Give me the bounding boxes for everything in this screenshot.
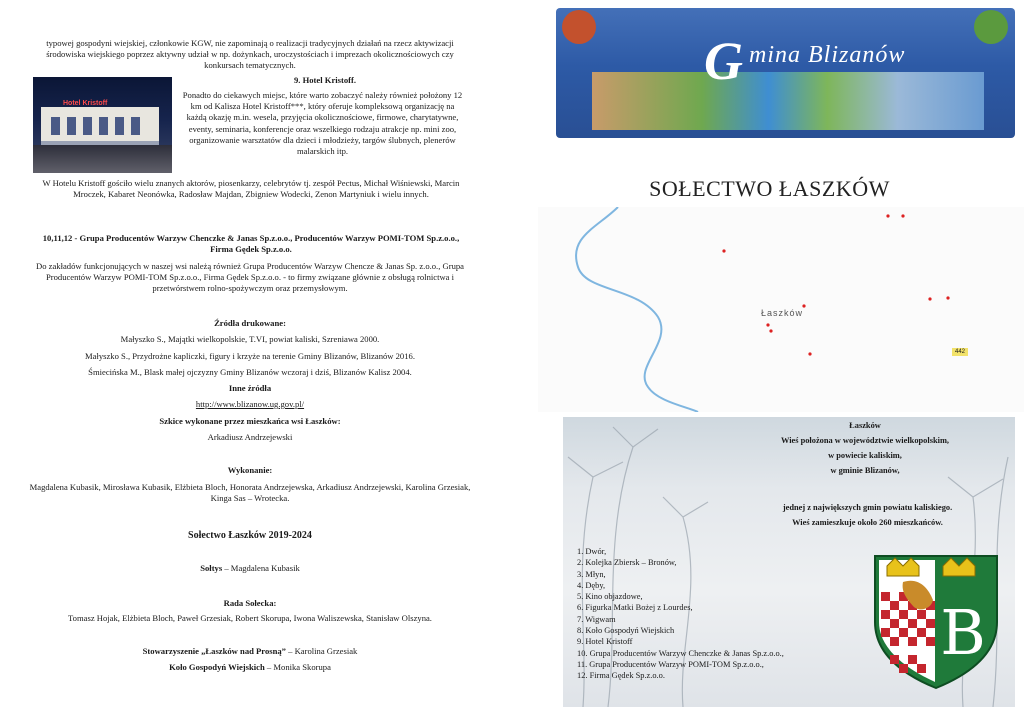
- list-item: 3. Młyn,: [577, 569, 606, 579]
- sketches-author: Arkadiusz Andrzejewski: [207, 432, 293, 442]
- left-page: [0, 0, 500, 718]
- association-name: – Karolina Grzesiak: [285, 646, 358, 656]
- credits-names: Magdalena Kubasik, Mirosława Kubasik, Elżbieta Bloch, Honorata Andrzejewska, Arkadiusz Andrzejewski, Karolina Grzesiak, Kinga Sas – Wrotecka.: [29, 482, 471, 504]
- list-item: 12. Firma Gędek Sp.z.o.o.: [577, 671, 665, 681]
- source-item: Śmiecińska M., Blask małej ojczyzny Gminy Blizanów wczoraj i dziś, Blizanów Kalisz 2004.: [88, 367, 412, 377]
- link-row: [30, 399, 470, 410]
- producers-paragraph: Do zakładów funkcjonujących w naszej wsi należą również Grupa Producentów Warzyw Chencze & Janas Sp. z.o.o., Grupa Producentów Warzyw POMI-TOM Sp.z.o.o., Firma Gędek Sp.z.o.o. - to firmy związane głównie z obsługą rolnictwa i przetwórstwem rolno-spożywczym oraz przemysłowym.: [36, 261, 464, 294]
- right-page: [515, 0, 1024, 718]
- sketches-heading: Szkice wykonane przez mieszkańca wsi Łaszków:: [159, 416, 341, 426]
- map-marker: [766, 323, 769, 326]
- credits-heading: Wykonanie:: [227, 465, 273, 475]
- list-item: 4. Dęby,: [577, 580, 606, 590]
- association-label: Stowarzyszenie „Łaszków nad Prosną”: [142, 646, 286, 656]
- hotel-window: [115, 117, 124, 135]
- website-link[interactable]: http://www.blizanow.ug.gov.pl/: [195, 399, 305, 409]
- hotel-heading: 9. Hotel Kristoff.: [293, 75, 357, 85]
- banner-title: mina Blizanów: [749, 42, 906, 68]
- map-marker: [901, 214, 904, 217]
- list-item: 1. Dwór,: [577, 547, 607, 556]
- map-marker: [886, 214, 889, 217]
- council-title: Sołectwo Łaszków 2019-2024: [188, 530, 312, 541]
- hotel-paragraph: Ponadto do ciekawych miejsc, które warto zobaczyć należy również położony 12 km od Kalisza Hotel Kristoff***, który oferuje kompleksową organizację na każdą okazję m.in. wesela, przyjęcia okolicznościowe, firmowe, charytatywne, eventy, seminaria, konferencje oraz wszelkiego rodzaju atrakcje np. mini zoo, organizowanie warsztatów dla dzieci i młodzieży, targów ślubnych, plenerów malarskich itp.: [182, 90, 463, 157]
- other-sources-heading: Inne źródła: [228, 383, 272, 393]
- kgw-label: Koło Gospodyń Wiejskich: [169, 662, 265, 672]
- council-members: Tomasz Hojak, Elżbieta Bloch, Paweł Grzesiak, Robert Skorupa, Iwona Waliszewska, Stanisław Olszyna.: [68, 613, 432, 623]
- page-title: SOŁECTWO ŁASZKÓW: [649, 176, 890, 201]
- coat-of-arms: [873, 552, 999, 690]
- association-row: [30, 646, 470, 657]
- map-town-label: Łaszków: [761, 308, 804, 318]
- hotel-sign: Hotel Kristoff: [63, 100, 108, 107]
- hotel-window: [131, 117, 140, 135]
- panel-line: Wieś zamieszkuje około 260 mieszkańców.: [792, 518, 943, 527]
- soltys-name: – Magdalena Kubasik: [222, 563, 300, 573]
- panel-village-name: Łaszków: [849, 421, 881, 430]
- hotel-window: [99, 117, 108, 135]
- map-marker: [769, 329, 772, 332]
- list-item: 9. Hotel Kristoff: [577, 637, 633, 647]
- banner-initial: G: [704, 31, 743, 91]
- list-item: 6. Figurka Matki Bożej z Lourdes,: [577, 603, 693, 613]
- river-line: [576, 207, 698, 412]
- hotel-guests-paragraph: W Hotelu Kristoff gościło wielu znanych aktorów, piosenkarzy, celebrytów tj. zespół Pectus, Michał Wiśniewski, Marcin Mroczek, Kabaret Neonówka, Radosław Majdan, Zbigniew Wodecki, Zenon Martyniuk i wielu innych.: [42, 178, 460, 200]
- sources-heading: Źródła drukowane:: [214, 318, 286, 328]
- intro-paragraph: typowej gospodyni wiejskiej, członkowie KGW, nie zapominają o realizacji tradycyjnych działań na rzecz aktywizacji środowiska wiejskiego poprzez aktywny udział w np. dożynkach, uroczystościach i imprezach okolicznościowych czy konkursach tematycznych.: [46, 38, 454, 71]
- places-list: [577, 546, 784, 682]
- banner-landscape: [592, 72, 984, 130]
- map-marker: [722, 249, 725, 252]
- panel-line: jednej z największych gmin powiatu kaliskiego.: [782, 503, 953, 512]
- road-number-label: 442: [952, 348, 968, 356]
- vegetables-icon: [562, 10, 596, 44]
- list-item: 8. Koło Gospodyń Wiejskich: [577, 626, 675, 636]
- panel-line: w gminie Blizanów,: [830, 466, 900, 475]
- kgw-row: [30, 662, 470, 673]
- council-heading: Rada Sołecka:: [223, 598, 277, 608]
- panel-line: Wieś położona w województwie wielkopolskim,: [780, 436, 950, 445]
- source-item: Małyszko S., Majątki wielkopolskie, T.VI, powiat kaliski, Szreniawa 2000.: [120, 334, 380, 344]
- list-item: 7. Wigwam: [577, 614, 616, 624]
- map-marker: [808, 352, 811, 355]
- list-item: 2. Kolejka Zbiersk – Bronów,: [577, 558, 677, 568]
- map-marker: [928, 297, 931, 300]
- hotel-window: [83, 117, 92, 135]
- list-item: 10. Grupa Producentów Warzyw Chenczke & Janas Sp.z.o.o.,: [577, 648, 784, 658]
- hotel-driveway: [33, 145, 172, 173]
- soltys-label: Sołtys: [200, 563, 223, 573]
- soltys-row: [30, 563, 470, 574]
- source-item: Małyszko S., Przydrożne kapliczki, figury i krzyże na terenie Gminy Blizanów, Blizanów 2016.: [85, 351, 415, 361]
- hotel-window: [51, 117, 60, 135]
- cabbage-icon: [974, 10, 1008, 44]
- panel-line: w powiecie kaliskim,: [828, 451, 902, 460]
- kgw-name: – Monika Skorupa: [264, 662, 331, 672]
- hotel-window: [67, 117, 76, 135]
- list-item: 11. Grupa Producentów Warzyw POMI-TOM Sp.z.o.o.,: [577, 659, 764, 669]
- list-item: 5. Kino objazdowe,: [577, 592, 643, 602]
- hotel-photo: [33, 77, 172, 173]
- gmina-banner: [556, 8, 1015, 138]
- crest-letter: B: [940, 596, 986, 669]
- producers-heading: 10,11,12 - Grupa Producentów Warzyw Chenczke & Janas Sp.z.o.o., Producentów Warzyw POMI-TOM Sp.z.o.o., Firma Gędek Sp.z.o.o.: [42, 233, 460, 255]
- map-marker: [946, 296, 949, 299]
